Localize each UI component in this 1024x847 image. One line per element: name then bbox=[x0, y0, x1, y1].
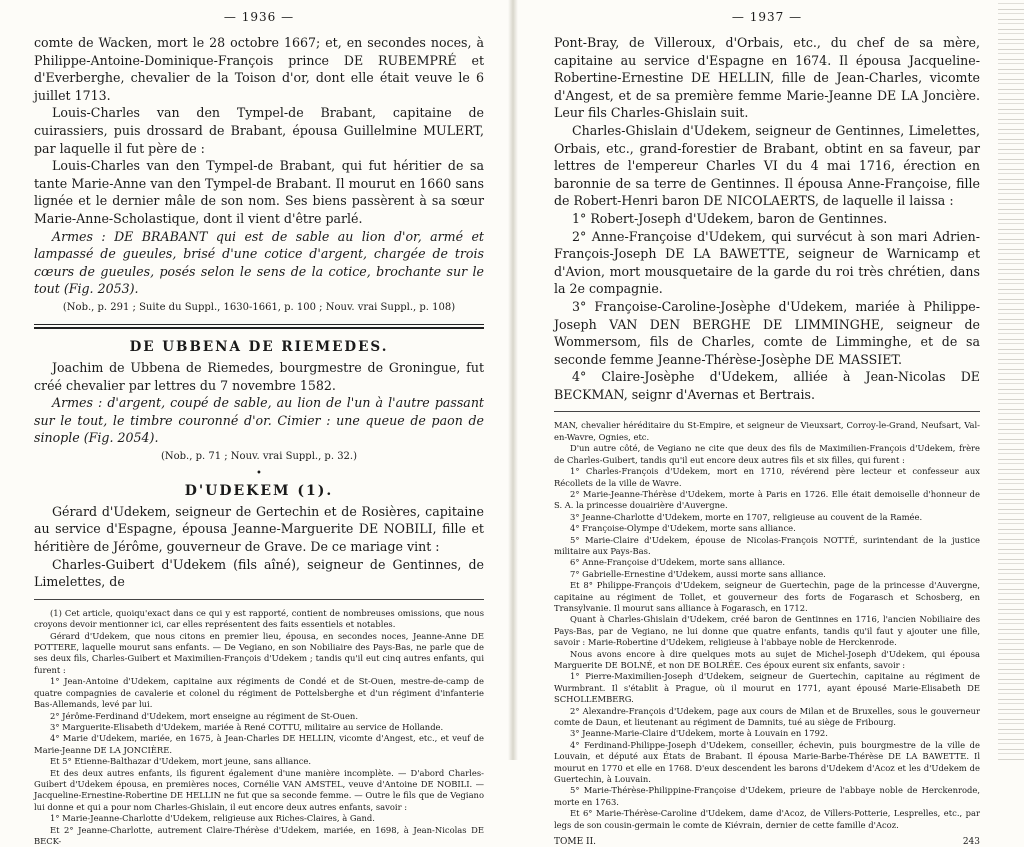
footnote: 3° Jeanne-Charlotte d'Udekem, morte en 1707, religieuse au couvent de la Ramée. bbox=[570, 511, 923, 522]
heading-udekem: D'UDEKEM (1). bbox=[184, 482, 334, 499]
page-number-right: — 1937 — bbox=[731, 10, 803, 24]
armes-brabant: Armes : DE BRABANT qui est de sable au lion d'or, armé et lampassé de gueules, brisé d'une cotice d'argent, chargée de trois cœurs de gueules, posés selon le sens de la cotice, brochante sur le tout (Fig. 2053). bbox=[34, 228, 484, 297]
footnote: 1° Charles-François d'Udekem, mort en 1710, révérend père lecteur et confesseur aux Récollets de la ville de Wavre. bbox=[554, 466, 980, 488]
reference-brabant: (Nob., p. 291 ; Suite du Suppl., 1630-1661, p. 100 ; Nouv. vrai Suppl., p. 108) bbox=[62, 301, 456, 313]
footnote: 4° Françoise-Olympe d'Udekem, morte sans alliance. bbox=[570, 523, 796, 534]
paragraph: 1° Robert-Joseph d'Udekem, baron de Gentinnes. bbox=[572, 210, 888, 226]
footnote: 4° Marie d'Udekem, mariée, en 1675, à Jean-Charles DE HELLIN, vicomte d'Angest, etc., et veuf de Marie-Jeanne DE LA JONCIÈRE. bbox=[34, 733, 484, 755]
footnote: 2° Alexandre-François d'Udekem, page aux cours de Milan et de Bruxelles, sous le gouverneur comte de Daun, et lieutenant au régiment de Damnits, tué au siège de Fribourg. bbox=[554, 705, 980, 728]
footnote: 1° Jean-Antoine d'Udekem, capitaine aux régiments de Condé et de St-Ouen, mestre-de-camp de quatre compagnies de cavalerie et colonel du régiment de Pottelsberghe et d'un régiment d'infanterie Bas-Allemands, levé par lui. bbox=[34, 676, 484, 710]
footnote: (1) Cet article, quoiqu'exact dans ce qui y est rapporté, contient de nombreuses omissions, que nous croyons devoir mentionner ici, car elles représentent des faits essentiels et notables. bbox=[34, 607, 484, 630]
footnote: 2° Jérôme-Ferdinand d'Udekem, mort enseigne au régiment de St-Ouen. bbox=[50, 710, 358, 721]
left-main-text bbox=[34, 34, 484, 298]
scan-edge-noise bbox=[998, 0, 1024, 760]
volume-label: TOME II. bbox=[554, 837, 596, 847]
footnote-divider bbox=[554, 411, 980, 412]
page-footer bbox=[554, 837, 980, 847]
right-page bbox=[514, 0, 1024, 847]
right-footnotes bbox=[554, 420, 980, 831]
left-footnotes bbox=[34, 608, 484, 847]
paragraph: Louis-Charles van den Tympel-de Brabant, capitaine de cuirassiers, puis drossard de Brabant, épousa Guillelmine MULERT, par laquelle il fut père de : bbox=[34, 105, 484, 156]
footnote: 3° Marguerite-Elisabeth d'Udekem, mariée à René COTTU, militaire au service de Hollande. bbox=[50, 721, 444, 732]
paragraph: 3° Françoise-Caroline-Josèphe d'Udekem, mariée à Philippe-Joseph VAN DEN BERGHE DE LIMMINGHE, seigneur de Wommersom, fils de Charles, comte de Limminghe, et de sa seconde femme Jeanne-Thérèse-Josèphe DE MASSIET. bbox=[554, 298, 980, 367]
paragraph: Joachim de Ubbena de Riemedes, bourgmestre de Groningue, fut créé chevalier par lettres du 7 novembre 1582. bbox=[34, 359, 484, 393]
separator-dot: • bbox=[256, 467, 262, 479]
paragraph: Louis-Charles van den Tympel-de Brabant, qui fut héritier de sa tante Marie-Anne van den Tympel-de Brabant. Il mourut en 1660 sans lignée et le dernier mâle de son nom. Ses biens passèrent à sa sœur Marie-Anne-Scholastique, dont il vient d'être parlé. bbox=[34, 158, 484, 226]
section-divider bbox=[34, 324, 484, 329]
footnote: 2° Marie-Jeanne-Thérèse d'Udekem, morte à Paris en 1726. Elle était demoiselle d'honneur de S. A. la princesse douairière d'Auvergne. bbox=[554, 488, 980, 511]
footnote: Et 5° Etienne-Balthazar d'Udekem, mort jeune, sans alliance. bbox=[50, 756, 311, 767]
footnote: Gérard d'Udekem, que nous citons en premier lieu, épousa, en secondes noces, Jeanne-Anne DE POTTERE, laquelle mourut sans enfants. — De Vegiano, en son Nobiliaire des Pays-Bas, ne parle que de ses deux fils, Charles-Guibert et Maximilien-François d'Udekem ; tandis qu'il eut cinq autres enfants, qui furent : bbox=[34, 630, 484, 675]
paragraph: Pont-Bray, de Villeroux, d'Orbais, etc., du chef de sa mère, capitaine au service d'Espagne en 1674. Il épousa Jacqueline-Robertine-Ernestine DE HELLIN, fille de Jean-Charles, vicomte d'Angest, et de sa première femme Marie-Jeanne DE LA Joncière. Leur fils Charles-Ghislain suit. bbox=[554, 35, 980, 121]
paragraph: Charles-Guibert d'Udekem (fils aîné), seigneur de Gentinnes, de Limelettes, de bbox=[34, 556, 484, 590]
footnote: 5° Marie-Thérèse-Philippine-Françoise d'Udekem, prieure de l'abbaye noble de Herckenrode, morte en 1763. bbox=[554, 785, 980, 807]
footnote: 1° Marie-Jeanne-Charlotte d'Udekem, religieuse aux Riches-Claires, à Gand. bbox=[50, 813, 375, 824]
footnote: 5° Marie-Claire d'Udekem, épouse de Nicolas-François NOTTÉ, surintendant de la justice militaire aux Pays-Bas. bbox=[554, 534, 980, 556]
paragraph: Charles-Ghislain d'Udekem, seigneur de Gentinnes, Limelettes, Orbais, etc., grand-forestier de Brabant, obtint en sa faveur, par lettres de l'empereur Charles VI du 4 mai 1716, érection en baronnie de sa terre de Gentinnes. Il épousa Anne-Françoise, fille de Robert-Henri baron DE NICOLAERTS, de laquelle il laissa : bbox=[554, 122, 980, 209]
footnote: Et 8° Philippe-François d'Udekem, seigneur de Guertechin, page de la princesse d'Auvergne, capitaine au régiment de Tollet, et gouverneur des forts de Fogarasch et Schosberg, en Transylvanie. Il mourut sans alliance à Fogarasch, en 1712. bbox=[554, 580, 980, 613]
footnote: 1° Pierre-Maximilien-Joseph d'Udekem, seigneur de Guertechin, capitaine au régiment de Wurmbrant. Il s'établit à Prague, où il mourut en 1771, ayant épousé Marie-Elisabeth DE SCHOLLEMBERG. bbox=[554, 671, 980, 705]
signature-number: 243 bbox=[962, 837, 980, 847]
footnote: 3° Jeanne-Marie-Claire d'Udekem, morte à Louvain en 1792. bbox=[570, 728, 828, 739]
footnote: Quant à Charles-Ghislain d'Udekem, créé baron de Gentinnes en 1716, l'ancien Nobiliaire des Pays-Bas, par de Vegiano, ne lui donne que quatre enfants, tandis qu'il faut y ajouter une fille, savoir : Marie-Robertine d'Udekem, religieuse à l'abbaye noble de Herckenrode. bbox=[554, 614, 980, 648]
page-number-left: — 1936 — bbox=[223, 10, 295, 24]
footnote: Et 2° Jeanne-Charlotte, autrement Claire-Thérèse d'Udekem, mariée, en 1698, à Jean-Nicolas DE BECK- bbox=[34, 824, 484, 846]
paragraph: Gérard d'Udekem, seigneur de Gertechin et de Rosières, capitaine au service d'Espagne, épousa Jeanne-Marguerite DE NOBILI, fille et héritière de Jérôme, gouverneur de Grave. De ce mariage vint : bbox=[34, 503, 484, 555]
footnote-divider bbox=[34, 599, 484, 600]
paragraph: 2° Anne-Françoise d'Udekem, qui survécut à son mari Adrien-François-Joseph DE LA BAWETTE, seigneur de Warnicamp et d'Avion, mort mousquetaire de la garde du roi très chrétien, dans la 2e compagnie. bbox=[554, 228, 980, 297]
right-main-text bbox=[554, 34, 980, 403]
footnote: Nous avons encore à dire quelques mots au sujet de Michel-Joseph d'Udekem, qui épousa Marguerite DE BOLNÉ, et non DE BOLRÉE. Ces époux eurent six enfants, savoir : bbox=[554, 648, 980, 670]
footnote: MAN, chevalier héréditaire du St-Empire, et seigneur de Vieuxsart, Corroy-le-Grand, Neufsart, Val-en-Wavre, Ognies, etc. bbox=[554, 420, 980, 442]
heading-ubbena: DE UBBENA DE RIEMEDES. bbox=[129, 338, 389, 355]
footnote: 6° Anne-Françoise d'Udekem, morte sans alliance. bbox=[570, 557, 786, 568]
footnote: D'un autre côté, de Vegiano ne cite que deux des fils de Maximilien-François d'Udekem, frère de Charles-Guibert, tandis qu'il eut encore deux autres fils et six filles, qui furent : bbox=[554, 443, 980, 465]
paragraph: comte de Wacken, mort le 28 octobre 1667; et, en secondes noces, à Philippe-Antoine-Dominique-François prince DE RUBEMPRÉ et d'Everberghe, chevalier de la Toison d'or, dont elle était veuve le 6 juillet 1713. bbox=[34, 35, 484, 103]
paragraph: 4° Claire-Josèphe d'Udekem, alliée à Jean-Nicolas DE BECKMAN, seignr d'Avernas et Bertrais. bbox=[554, 369, 980, 402]
footnote: Et 6° Marie-Thérèse-Caroline d'Udekem, dame d'Acoz, de Villers-Potterie, Lesprelles, etc., par legs de son cousin-germain le comte de Kiévrain, dernier de cette famille d'Acoz. bbox=[554, 808, 980, 830]
footnote: 4° Ferdinand-Philippe-Joseph d'Udekem, conseiller, échevin, puis bourgmestre de la ville de Louvain, et député aux États de Brabant. Il épousa Marie-Barbe-Thérèse DE LA BAWETTE. Il mourut en 1770 et elle en 1768. D'eux descendent les barons d'Udekem d'Acoz et les d'Udekem de Guertechin, à Louvain. bbox=[554, 739, 980, 785]
armes-ubbena: Armes : d'argent, coupé de sable, au lion de l'un à l'autre passant sur le tout, le timbre couronné d'or. Cimier : une queue de paon de sinople (Fig. 2054). bbox=[34, 395, 484, 446]
reference-ubbena: (Nob., p. 71 ; Nouv. vrai Suppl., p. 32.) bbox=[160, 450, 357, 462]
footnote: 7° Gabrielle-Ernestine d'Udekem, aussi morte sans alliance. bbox=[570, 568, 826, 579]
footnote: Et des deux autres enfants, ils figurent également d'une manière incomplète. — D'abord Charles-Guibert d'Udekem épousa, en premières noces, Cornélie VAN AMSTEL, veuve d'Antoine DE NOBILI. — Jacqueline-Ernestine-Robertine DE HELLIN ne fut que sa seconde femme. — Outre le fils que de Vegiano lui donne et qui a pour nom Charles-Ghislain, il eut encore deux autres enfants, savoir : bbox=[34, 767, 484, 812]
